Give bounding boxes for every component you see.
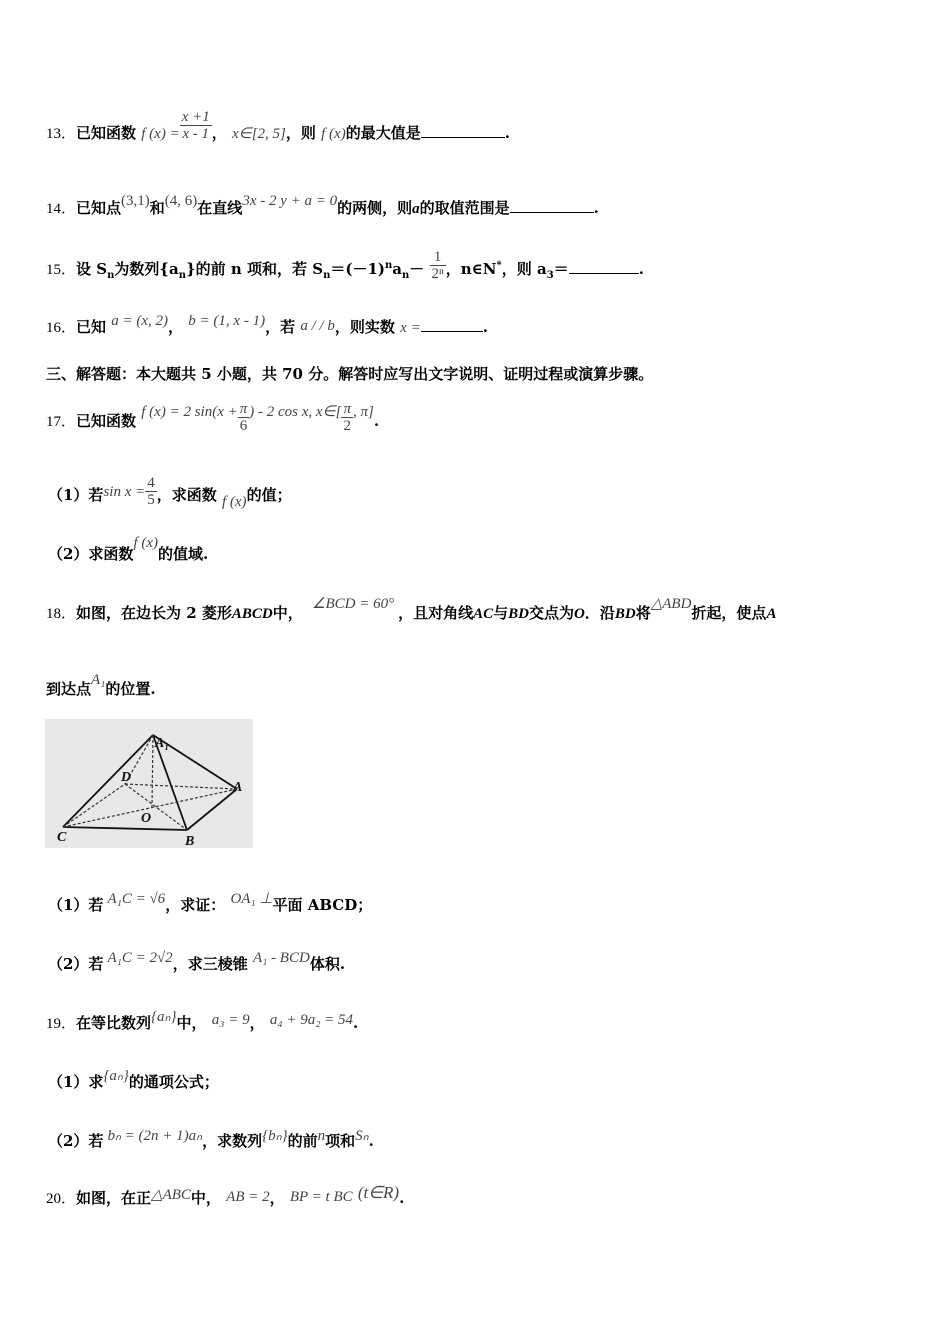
question-18: 18．如图，在边长为 2 菱形ABCD中， ∠BCD = 60° ，且对角线AC与BD交点为O．沿BD将△ABD折起，使点A [46, 596, 777, 622]
label-a: A [233, 780, 243, 795]
question-17-part-1: （1）若sin x = $\frac{4}{5}$ ，求函数 f (x)的值； [48, 474, 292, 510]
fraction: $\frac{4}{5}$ [147, 474, 155, 508]
fraction: $\frac{\pi}{6}$ [239, 400, 248, 434]
answer-blank [510, 200, 594, 213]
edge-d-a [125, 784, 237, 789]
question-20: 20．如图，在正△ABC中， AB = 2， BP = t BC (t∈R). [46, 1183, 405, 1207]
label-b: B [185, 834, 195, 848]
question-13: 13．已知函数 f (x) = $\frac{x +1}{x - 1}$ ， x∈[2, 5]，则 f (x)的最大值是 . [46, 108, 510, 142]
question-15: 15．设 $S_n$为数列$\{a_n\}$的前 n 项和，若 $S_n=(-1)^na_n-$ $\frac{1}{\text{2ⁿ}}$ ，n∈N*，则 $a_3=$ . [46, 248, 644, 282]
answer-blank [569, 261, 639, 274]
question-17: 17．已知函数 f (x) = 2 sin(x + $\frac{\pi}{6}$ ) - 2 cos x, x∈[ $\frac{\pi}{2}$ , π]. [46, 400, 380, 434]
question-18-line-2: 到达点A₁的位置. [46, 672, 156, 698]
answer-blank [421, 319, 483, 332]
edge-c-b [63, 827, 187, 830]
question-18-part-1: （1）若 A₁C = √6，求证： OA₁ ⊥平面 ABCD； [48, 891, 373, 914]
label-d: D [121, 770, 132, 785]
edge-b-a [187, 789, 237, 830]
answer-blank [421, 125, 505, 138]
fraction: $\frac{1}{\text{2ⁿ}}$ [431, 248, 444, 282]
edge-a1-o [152, 735, 153, 807]
section-3-heading: 三、解答题：本大题共 5 小题，共 70 分。解答时应写出文字说明、证明过程或演算步骤。 [46, 365, 654, 383]
question-18-part-2: （2）若 A₁C = 2√2，求三棱锥 A₁ - BCD体积. [48, 950, 346, 973]
pyramid-figure [45, 719, 253, 848]
label-a1: A₁ [155, 736, 170, 751]
fraction: $\frac{x +1}{x - 1}$ [181, 108, 210, 142]
fraction: $\frac{\pi}{2}$ [343, 400, 351, 434]
label-c: C [57, 830, 67, 845]
pyramid-diagram [45, 719, 253, 848]
question-16: 16．已知 a = (x, 2)， b = (1, x - 1)，若 a / / b，则实数 x = . [46, 313, 488, 336]
question-19-part-2: （2）若 bₙ = (2n + 1)aₙ，求数列{bₙ}的前n项和Sₙ. [48, 1128, 374, 1150]
question-17-part-2: （2）求函数f (x)的值域. [48, 535, 209, 563]
question-19: 19．在等比数列{aₙ}中， a₃ = 9， a₄ + 9a₂ = 54. [46, 1009, 359, 1032]
edge-a1-c [63, 735, 153, 827]
question-19-part-1: （1）求{aₙ}的通项公式； [48, 1068, 219, 1091]
question-14: 14．已知点(3,1)和(4, 6)在直线3x - 2 y + a = 0的两侧，则a的取值范围是 . [46, 193, 599, 217]
label-o: O [141, 811, 152, 826]
